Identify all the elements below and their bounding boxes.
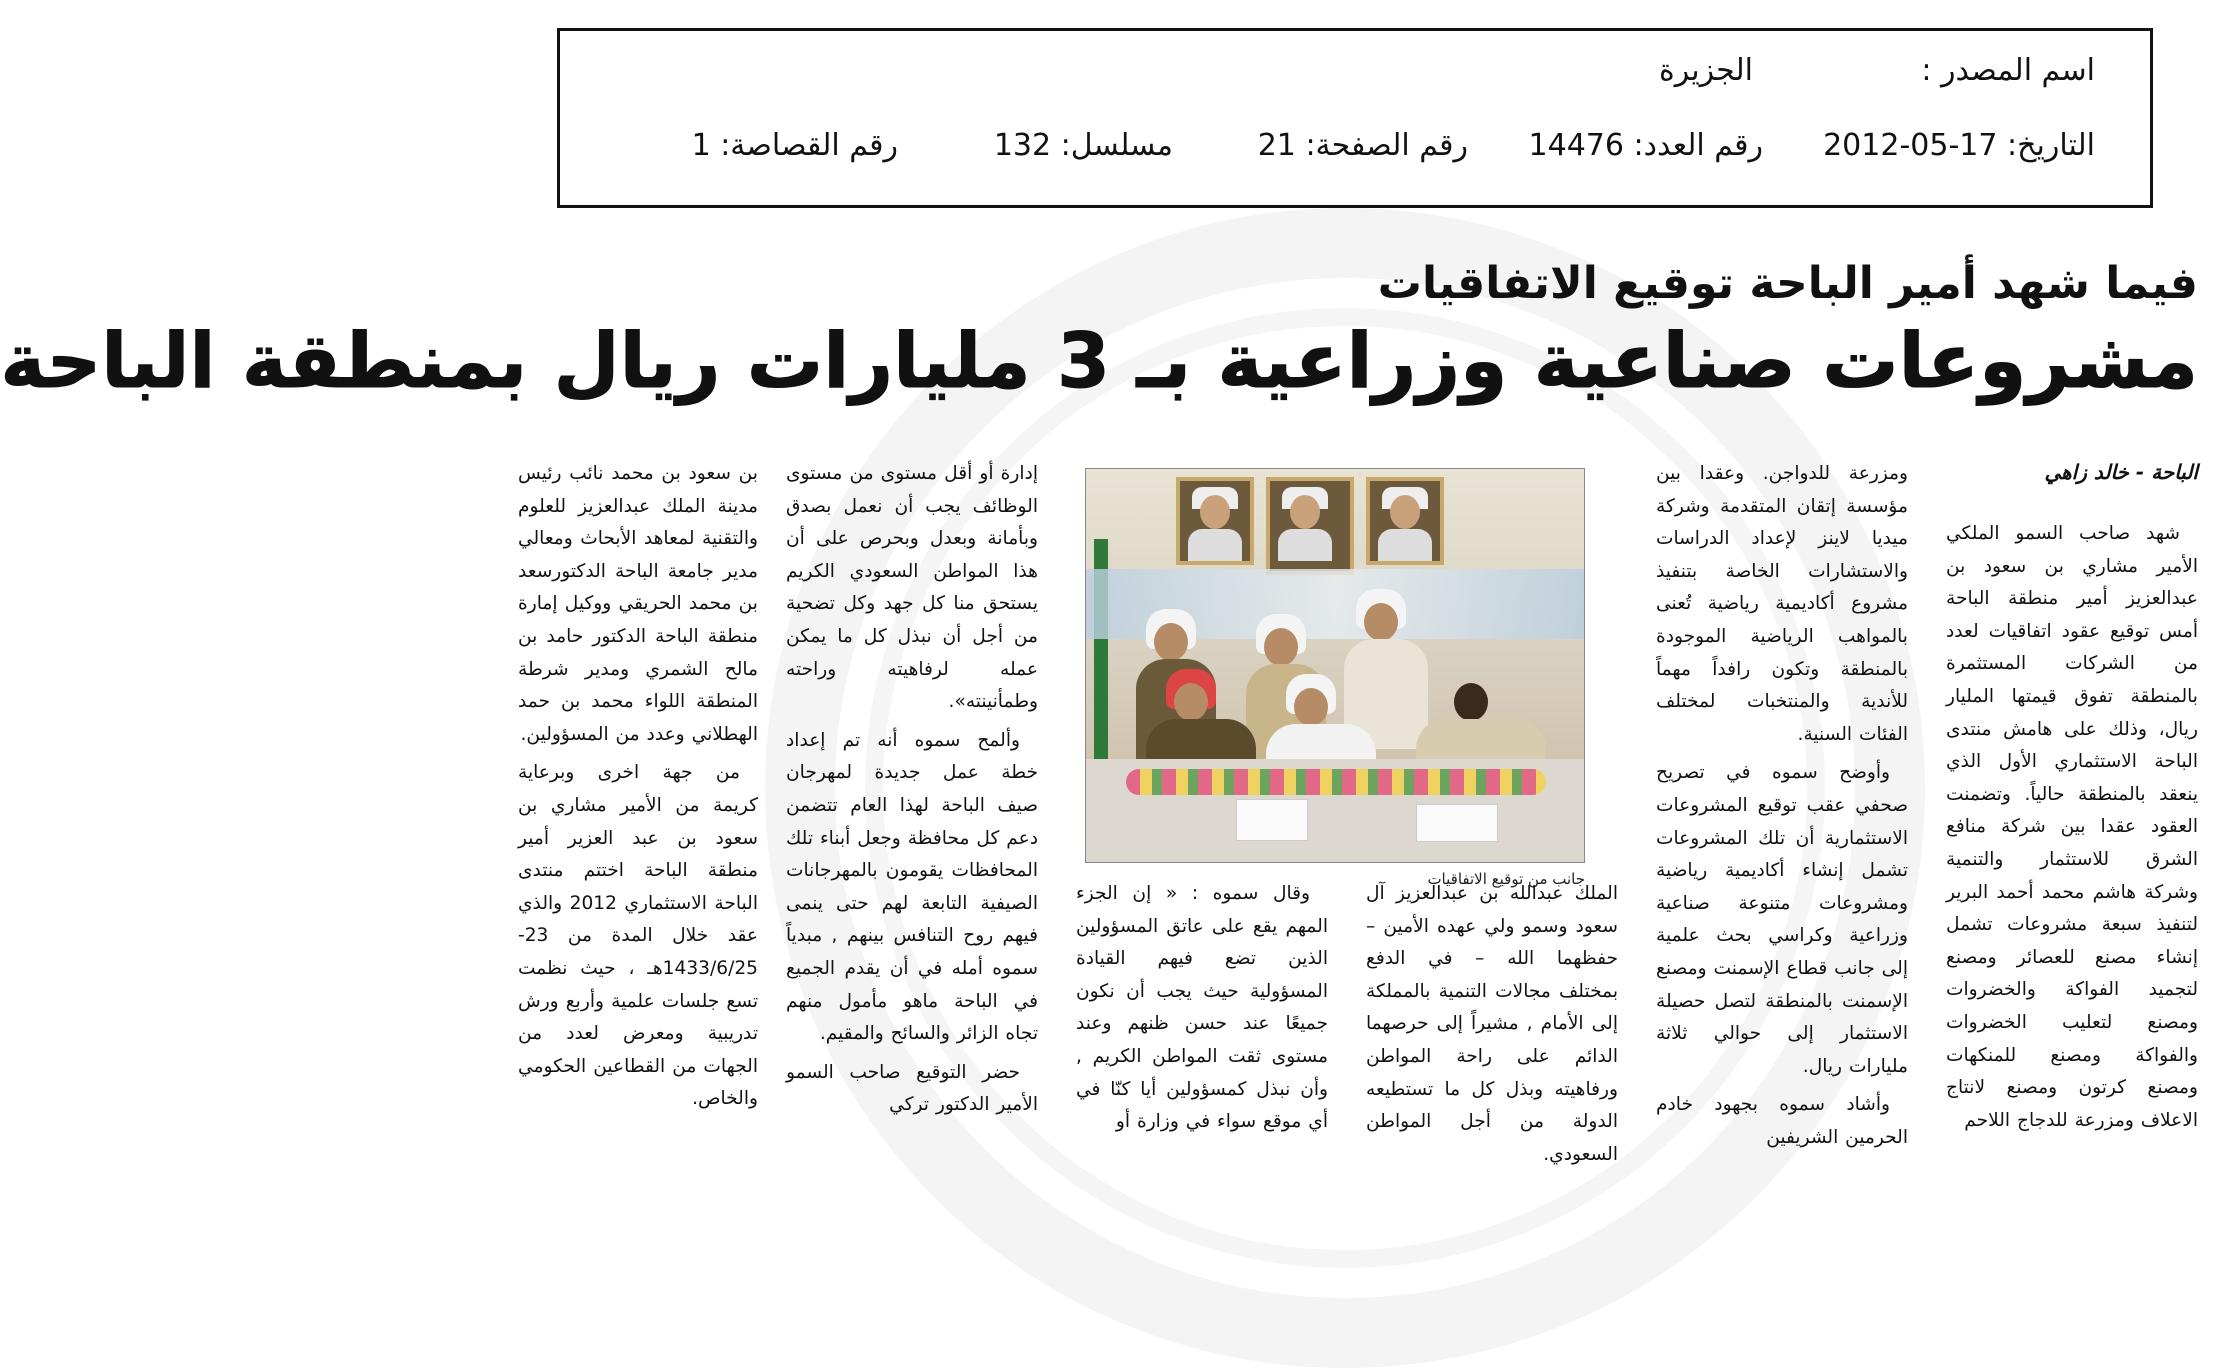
column-paragraph: إدارة أو أقل مستوى من مستوى الوظائف يجب أن نعمل بصدق وبأمانة وبعدل وبحرص على أن هذا المواطن السعودي الكريم يستحق منا كل جهد وكل تضحية من أجل أن نبذل كل ما يمكن عمله لرفاهيته وراحته وطمأنينته».: [786, 463, 1038, 713]
column-paragraph: حضر التوقيع صاحب السمو الأمير الدكتور تركي: [786, 1061, 1038, 1116]
date-field: التاريخ: 17-05-2012: [1823, 128, 2095, 163]
flower-arrangement: [1126, 769, 1546, 795]
issue-number: رقم العدد: 14476: [1528, 128, 1763, 163]
article-headline: مشروعات صناعية وزراعية بـ 3 مليارات ريال بمنطقة الباحة: [0, 316, 2198, 405]
column-paragraph: شهد صاحب السمو الملكي الأمير مشاري بن سعود بن عبدالعزيز أمير منطقة الباحة أمس توقيع عقود اتفاقيات لعدد من الشركات المستثمرة بالمنطقة تفوق قيمتها المليار ريال، وذلك على هامش منتدى الباحة الاستثماري الأول الذي ينعقد بالمنطقة حالياً. وتضمنت العقود عقدا بين شركة منافع الشرق للاستثمار والتنمية وشركة هاشم محمد أحمد البرير لتنفيذ سبعة مشروعات تشمل إنشاء مصنع للعصائر ومصنع لتجميد الفواكة والخضروات ومصنع لتعليب الخضروات والفواكة ومصنع للمنكهات ومصنع كرتون ومصنع لانتاج الاعلاف ومزرعة للدجاج اللاحم: [1946, 523, 2198, 1131]
portrait-frame: [1366, 477, 1444, 565]
clip-number: رقم القصاصة: 1: [691, 128, 898, 163]
page-number: رقم الصفحة: 21: [1257, 128, 1468, 163]
article-column-6: [518, 458, 758, 1122]
document-paper: [1236, 799, 1308, 841]
article-byline: الباحة - خالد زاهي: [2044, 460, 2198, 484]
photo-caption: جانب من توقيع الاتفاقيات: [1427, 870, 1585, 888]
column-paragraph: وألمح سموه أنه تم إعداد خطة عمل جديدة لمهرجان صيف الباحة لهذا العام تتضمن دعم كل محافظة وجعل أبناء تلك المحافظات يقومون بالمهرجانات الصيفية التابعة لهم حتى ينمى فيهم روح التنافس بينهم , مبدياً سموه أمله في أن يقدم الجميع في الباحة ماهو مأمول منهم تجاه الزائر والسائح والمقيم.: [786, 729, 1038, 1045]
document-paper: [1416, 804, 1498, 842]
signing-photo: [1085, 468, 1585, 863]
article-column-1: [1946, 518, 2198, 1143]
column-paragraph: الملك عبدالله بن عبدالعزيز آل سعود وسمو ولي عهده الأمين – حفظهما الله – في الدفع بمختلف مجالات التنمية بالمملكة إلى الأمام , مشيراً إلى حرصهما الدائم على راحة المواطن ورفاهيته وبذل كل ما تستطيعه الدولة من أجل المواطن السعودي.: [1366, 883, 1618, 1165]
portrait-frame: [1176, 477, 1254, 565]
column-paragraph: من جهة اخرى وبرعاية كريمة من الأمير مشاري بن سعود بن عبد العزير أمير منطقة الباحة اختتم منتدى الباحة الاستثماري 2012 والذي عقد خلال المدة من 23-1433/6/25هـ ، حيث نظمت تسع جلسات علمية وأربع ورش تدريبية ومعرض لعدد من الجهات من القطاعين الحكومي والخاص.: [518, 762, 758, 1110]
column-paragraph: وقال سموه : « إن الجزء المهم يقع على عاتق المسؤولين الذين تضع فيهم القيادة المسؤولية حيث يجب أن نكون جميعًا عند حسن ظنهم وعند مستوى ثقت المواطن الكريم , وأن نبذل كمسؤولين أيا كنّا في أي موقع سواء في وزارة أو: [1076, 883, 1328, 1133]
column-paragraph: ومزرعة للدواجن. وعقدا بين مؤسسة إتقان المتقدمة وشركة ميديا لاينز لإعداد الدراسات والاستشارات الخاصة بتنفيذ مشروع أكاديمية رياضية تُعنى بالمواهب الرياضية الموجودة بالمنطقة وتكون رافداً مهماً للأندية والمنتخبات لمختلف الفئات السنية.: [1656, 463, 1908, 745]
article-column-5: [786, 458, 1038, 1128]
article-overline: فيما شهد أمير الباحة توقيع الاتفاقيات: [1377, 258, 2198, 309]
serial-number: مسلسل: 132: [993, 128, 1173, 163]
newspaper-clipping: [0, 238, 2198, 1210]
source-label: اسم المصدر :: [1921, 53, 2095, 88]
article-column-2: [1656, 458, 1908, 1160]
column-paragraph: وأشاد سموه بجهود خادم الحرمين الشريفين: [1656, 1094, 1908, 1148]
column-paragraph: بن سعود بن محمد نائب رئيس مدينة الملك عبدالعزيز للعلوم والتقنية لمعاهد الأبحاث ومعالي مدير جامعة الباحة الدكتورسعد بن محمد الحريقي ووكيل إمارة منطقة الباحة الدكتور حامد بن مالح الشمري ومدير شرطة المنطقة اللواء محمد بن حمد الهطلاني وعدد من المسؤولين.: [518, 463, 758, 745]
clipping-header: [557, 28, 2153, 208]
column-paragraph: وأوضح سموه في تصريح صحفي عقب توقيع المشروعات الاستثمارية أن تلك المشروعات تشمل إنشاء أكاديمية رياضية ومشروعات متنوعة صناعية وزراعية وكراسي بحث علمية إلى جانب قطاع الإسمنت ومصنع الإسمنت بالمنطقة لتصل حصيلة الاستثمار إلى حوالي ثلاثة مليارات ريال.: [1655, 762, 1908, 1077]
article-column-4: [1076, 878, 1328, 1145]
article-column-3: [1366, 878, 1618, 1177]
portrait-frame: [1266, 477, 1354, 575]
source-value: الجزيرة: [1658, 53, 1753, 88]
